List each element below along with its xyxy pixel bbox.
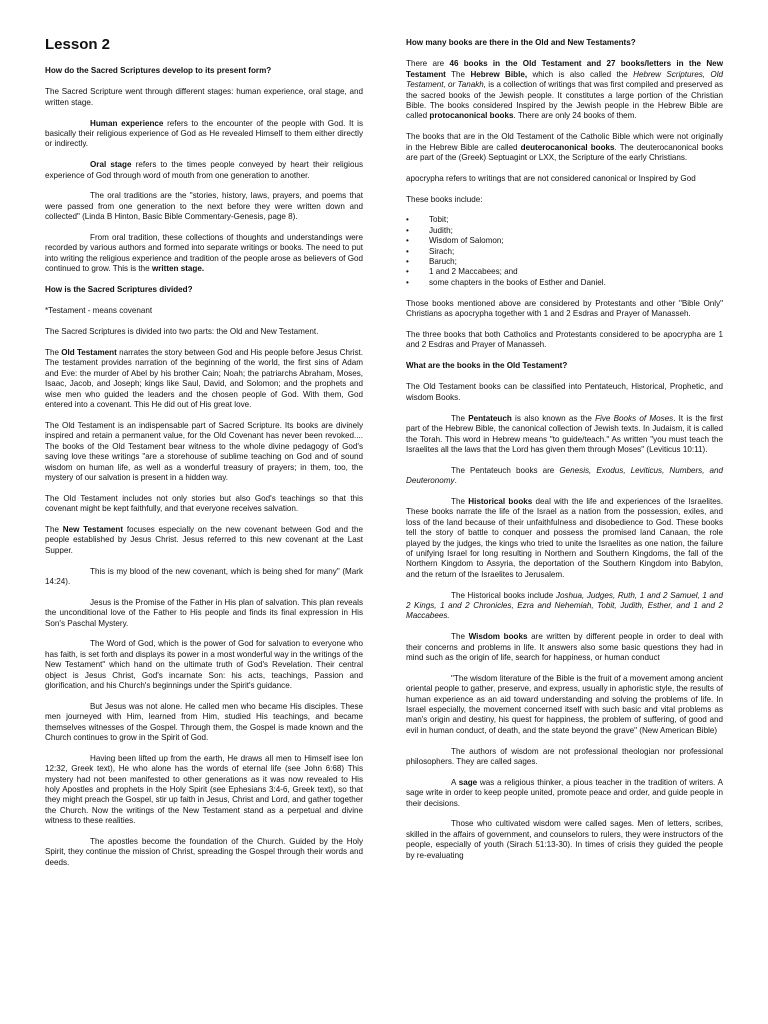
paragraph: There are 46 books in the Old Testament and 27 books/letters in the New Testament The Hebrew Bible, which is also called the Hebrew Scriptures, Old Testament, or Tanakh, is a collection of writings that was first compiled and preserved as the sacred books of the Jewish people. It constitutes a large portion of the Christian Bible. The books considered Inspired by the Jewish people in the Hebrew Bible are called protocanonical books. There are only 24 books of them. xyxy=(406,59,723,121)
list-item: • 1 and 2 Maccabees; and xyxy=(406,267,518,277)
paragraph: Oral stage refers to the times people conveyed by heart their religious experience of God through word of mouth from one generation to another. xyxy=(45,160,363,180)
paragraph: The Old Testament narrates the story between God and His people before Jesus Christ. The testament provides narration of the beginning of the world, the first sins of Adam and Eve: the murder of Abel by his brother Cain; Noah; the patriarchs Abraham, Moses, Isaac, Jacob, and Joseph; kings like Saul, David, and Solomon; and the prophets and wise men who guided the leaders and the chosen people of God. With them, God entered into a covenant. This He did out of His great love. xyxy=(45,348,363,410)
bullet-icon: • xyxy=(406,267,409,277)
bullet-icon: • xyxy=(406,225,409,235)
paragraph: The Sacred Scripture went through different stages: human experience, oral stage, and written stage. xyxy=(45,87,363,107)
term-italic: Hebrew Scriptures, Old Testament, or Tanakh, xyxy=(406,69,723,90)
paragraph: The Sacred Scriptures is divided into two parts: the Old and New Testament. xyxy=(45,327,319,337)
term-bold: New Testament xyxy=(62,524,124,534)
term-bold: 46 books in the Old Testament and 27 books/letters in the New Testament xyxy=(406,59,723,79)
paragraph: "The wisdom literature of the Bible is the fruit of a movement among ancient oriental people to gather, preserve, and express, usually in aphoristic style, the results of human experience as an aid toward understanding and solving the problems of life. In Israel especially, the movement concerned itself with such basic and vital problems as man's origin and destiny, his quest for happiness, the problem of suffering, of good and evil in human conduct, of death, and the state beyond the grave" (New American Bible) xyxy=(406,673,723,735)
paragraph: The three books that both Catholics and Protestants considered to be apocrypha are 1 and 2 Esdras and Prayer of Manasseh. xyxy=(406,329,723,350)
list-item: • Wisdom of Salomon; xyxy=(406,236,504,246)
list-item: • some chapters in the books of Esther and Daniel. xyxy=(406,277,606,287)
list-item: • Sirach; xyxy=(406,246,455,256)
paragraph: Jesus is the Promise of the Father in His plan of salvation. This plan reveals the unconditional love of the Father to His people and finds its final expression in His Son's Paschal Mystery. xyxy=(45,597,363,628)
book-list xyxy=(406,215,723,288)
bullet-icon: • xyxy=(406,277,409,287)
bullet-icon: • xyxy=(406,257,409,267)
paragraph: The Old Testament includes not only stories but also God's teachings so that this covenant might be kept faithfully, and that everyone receives salvation. xyxy=(45,493,363,514)
term-bold: Historical books xyxy=(468,496,533,506)
paragraph: A sage was a religious thinker, a pious teacher in the tradition of writers. A sage write in order to keep people united, promote peace and order, and guide people in their decisions. xyxy=(406,777,723,808)
paragraph: The New Testament focuses especially on the new covenant between God and the people established by Jesus Christ. Jesus referred to this new covenant at the Last Supper. xyxy=(45,524,363,555)
paragraph: From oral tradition, these collections of thoughts and understandings were recorded by various authors and formed into separate writings or books. The need to put into writing the religious experience and tradition of the people arose as believers of God continued to grow. This is the written stage. xyxy=(45,233,363,274)
term-bold: Oral stage xyxy=(90,160,132,170)
paragraph: The Pentateuch books are Genesis, Exodus, Leviticus, Numbers, and Deuteronomy. xyxy=(406,465,723,486)
list-item: • Tobit; xyxy=(406,215,449,225)
paragraph: The apostles become the foundation of the Church. Guided by the Holy Spirit, they continue the mission of Christ, spreading the Gospel through their words and deeds. xyxy=(45,837,363,867)
paragraph: Those books mentioned above are considered by Protestants and other "Bible Only" Christians as apocrypha together with 1 and 2 Esdras and Prayer of Manasseh. xyxy=(406,298,723,319)
question-heading: How do the Sacred Scriptures develop to its present form? xyxy=(45,66,272,75)
paragraph: Those who cultivated wisdom were called sages. Men of letters, scribes, skilled in the affairs of government, and counselors to rulers, they were instructors of the people, especially of youth (Sirach 51:13-30). In times of crisis they guided the people by re-evaluating xyxy=(406,819,723,860)
term-italic: Joshua, Judges, Ruth, 1 and 2 Samuel, 1 and 2 Kings, 1 and 2 Chronicles, Ezra and Nehemiah, Tobit, Judith, Esther, and 1 and 2 Maccabees. xyxy=(406,590,724,621)
term-bold: Human experience xyxy=(90,118,164,128)
paragraph: apocrypha refers to writings that are not considered canonical or Inspired by God xyxy=(406,173,696,183)
bullet-icon: • xyxy=(406,246,409,256)
term-bold: written stage. xyxy=(151,264,205,274)
paragraph: *Testament - means covenant xyxy=(45,306,153,316)
term-bold: sage xyxy=(458,777,478,787)
paragraph: But Jesus was not alone. He called men who became His disciples. These men journeyed with Him, learned from Him, studied His teachings, and became themselves witnesses of the Gospel. Through them, the Gospel is made known and the Church continues to grow in the Spirit of God. xyxy=(45,701,363,742)
term-italic: Genesis, Exodus, Leviticus, Numbers, and Deuteronomy xyxy=(406,465,723,486)
bullet-icon: • xyxy=(406,236,409,246)
term-bold: deuterocanonical books xyxy=(520,142,615,152)
term-bold: Old Testament xyxy=(61,348,117,358)
lesson-title: Lesson 2 xyxy=(45,36,111,53)
paragraph: The Historical books deal with the life and experiences of the Israelites. These books narrate the life of the Israel as a nation from the possession, exiles, and loss of the land because of their unfaithfulness and disobedience to God. These books tell the story of battle to conquer and possess the promised land Canaan, the role played by the judges, the kings who tried to unite the Israelites as one nation, the failure of unifying Israel for long resulting in Northern and Southern Kingdoms, the fall of the Northern Kingdom to Assyria, the deportation of the Southern Kingdom into Babylon, and the return of the Israelites to Jerusalem. xyxy=(406,496,723,579)
paragraph: The Old Testament books can be classified into Pentateuch, Historical, Prophetic, and wisdom Books. xyxy=(406,382,723,402)
left-column xyxy=(45,36,363,879)
term-bold: protocanonical books xyxy=(429,111,514,121)
right-column xyxy=(406,38,723,871)
list-item: • Baruch; xyxy=(406,257,457,267)
bullet-icon: • xyxy=(406,215,409,225)
term-bold: Hebrew Bible, xyxy=(470,69,528,79)
paragraph: These books include: xyxy=(406,194,483,204)
paragraph: Human experience refers to the encounter of the people with God. It is basically their religious experience of God as He revealed Himself to them either directly or indirectly. xyxy=(45,118,364,149)
question-heading: How is the Sacred Scriptures divided? xyxy=(45,285,193,295)
question-heading: How many books are there in the Old and New Testaments? xyxy=(406,38,636,47)
term-bold: Pentateuch xyxy=(468,413,512,423)
paragraph: The Wisdom books are written by different people in order to deal with their concerns and problems in life. It answers also some basic questions they had in mind such as the origin of life, search for happiness, or human conduct xyxy=(406,632,723,662)
paragraph: The authors of wisdom are not professional theologian nor professional philosophers. They are called sages. xyxy=(406,746,723,766)
paragraph: This is my blood of the new covenant, which is being shed for many" (Mark 14:24). xyxy=(45,566,363,586)
paragraph: Having been lifted up from the earth, He draws all men to Himself isee Ion 12:32, Greek text), He who alone has the words of eternal life (see John 6:68) This mystery had not been manifested to other generations as it was now revealed to His holy Apostles and prophets in the Holy Spirit (see Ephesians 3:4-6, Greek text), so that they might preach the Gospel, stir up faith in Jesus, Christ and Lord, and gather together the Church. Now the writings of the New Testament stand as a perpetual and divine witness to these realities. xyxy=(45,753,363,826)
paragraph: The oral traditions are the "stories, history, laws, prayers, and poems that were passed from one generation to the next before they were written down and collected" (Linda B Hinton, Basic Bible Commentary-Genesis, page 8). xyxy=(45,191,363,222)
question-heading: What are the books in the Old Testament? xyxy=(406,361,568,371)
paragraph: The Word of God, which is the power of God for salvation to everyone who has faith, is set forth and displays its power in a most wonderful way in the writings of the New Testament" which hand on the ultimate truth of God's Revelation. Their central object is Jesus Christ, God's incarnate Son: his acts, teachings, Passion and glorification, and his Church's beginnings under the Spirit's guidance. xyxy=(45,639,363,690)
term-italic: Five Books of Moses xyxy=(595,413,674,423)
paragraph: The Old Testament is an indispensable part of Sacred Scripture. Its books are divinely inspired and retain a permanent value, for the Old Covenant has never been revoked.... The books of the Old Testament bear witness to the whole divine pedagogy of God's saving love these writings "are a storehouse of sublime teaching on God and of sound wisdom on human life, as well as a wonderful treasury of prayers; in them, too, the mystery of our salvation is present in a hidden way. xyxy=(45,420,363,482)
paragraph: The Pentateuch is also known as the Five Books of Moses. It is the first part of the Hebrew Bible, the canonical collection of Jewish texts. In Judaism, it is called the Torah. This word in Hebrew means "to guide/teach." As written "you must teach the Israelites all the laws that the Lord has given them through Moses" (Leviticus 10:11). xyxy=(406,413,723,454)
list-item: • Judith; xyxy=(406,225,453,235)
paragraph: The Historical books include Joshua, Judges, Ruth, 1 and 2 Samuel, 1 and 2 Kings, 1 and 2 Chronicles, Ezra and Nehemiah, Tobit, Judith, Esther, and 1 and 2 Maccabees. xyxy=(406,590,724,621)
paragraph: The books that are in the Old Testament of the Catholic Bible which were not originally in the Hebrew Bible are called deuterocanonical books. The deuterocanonical books are part of the (Greek) Septuagint or LXX, the Scripture of the early Christians. xyxy=(406,132,723,163)
term-bold: Wisdom books xyxy=(468,632,528,642)
